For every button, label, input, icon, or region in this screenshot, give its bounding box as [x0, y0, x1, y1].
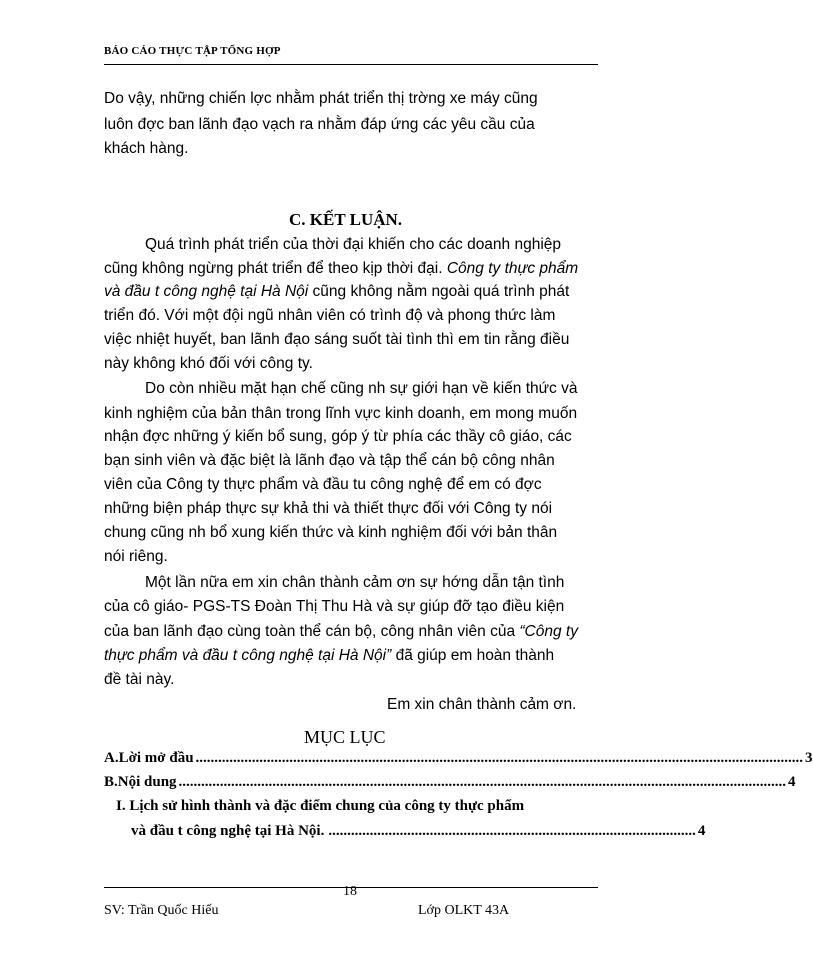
paragraph-line: việc nhiệt huyết, ban lãnh đạo sáng suốt tài tình thì em tin rằng điều	[104, 331, 570, 348]
toc-leader-dots: ..................................................................................................................................................................	[195, 750, 804, 766]
footer-student-name: SV: Trần Quốc Hiếu	[104, 903, 219, 918]
paragraph-line: Do còn nhiều mặt hạn chế cũng nh sự giới hạn về kiến thức và	[145, 380, 578, 397]
toc-entry	[131, 823, 706, 840]
toc-entry-page: 4	[788, 774, 796, 790]
intro-line: luôn đợc ban lãnh đạo vạch ra nhằm đáp ứng các yêu cầu của	[104, 116, 535, 133]
closing-thanks: Em xin chân thành cảm ơn.	[387, 696, 577, 713]
paragraph-line: những biện pháp thực sự khả thi và thiết thực đối với Công ty nói	[104, 500, 553, 517]
paragraph-line: thực phẩm và đầu t công nghệ tại Hà Nội” đã giúp em hoàn thành	[104, 647, 555, 664]
paragraph-line: Một lần nữa em xin chân thành cảm ơn sự hớng dẫn tận tình	[145, 574, 565, 591]
intro-line: Do vậy, những chiến lợc nhằm phát triển thị trờng xe máy cũng	[104, 90, 538, 107]
paragraph-line: và đầu t công nghệ tại Hà Nội cũng không nằm ngoài quá trình phát	[104, 283, 570, 300]
paragraph-line: Quá trình phát triển của thời đại khiến cho các doanh nghiệp	[145, 236, 562, 253]
paragraph-line: cũng không ngừng phát triển để theo kịp thời đại. Công ty thực phẩm	[104, 260, 579, 277]
paragraph-line: nhận đợc những ý kiến bổ sung, góp ý từ phía các thầy cô giáo, các	[104, 428, 572, 445]
toc-entry	[104, 774, 796, 791]
company-name-italic: và đầu t công nghệ tại Hà Nội	[104, 283, 309, 300]
toc-entry-page: 3	[805, 750, 813, 766]
section-heading: C. KẾT LUẬN.	[289, 210, 403, 229]
company-name-italic: “Công ty	[519, 623, 578, 640]
paragraph-line: của cô giáo- PGS-TS Đoàn Thị Thu Hà và sự giúp đỡ tạo điều kiện	[104, 598, 565, 615]
header-rule	[104, 64, 598, 65]
toc-entry-label: I. Lịch sử hình thành và đặc điểm chung của công ty thực phẩm	[116, 798, 525, 814]
footer-class: Lớp OLKT 43A	[418, 903, 510, 918]
company-name-italic: Công ty thực phẩm	[446, 260, 579, 277]
paragraph-line: kinh nghiệm của bản thân trong lĩnh vực kinh doanh, em mong muốn	[104, 405, 578, 422]
toc-title: MỤC LỤC	[304, 727, 386, 747]
paragraph-line: viên của Công ty thực phẩm và đầu tu công nghệ để em có đợc	[104, 476, 542, 493]
paragraph-line: của ban lãnh đạo cùng toàn thể cán bộ, công nhân viên của “Công ty	[104, 623, 578, 640]
page-header-title: BÁO CÁO THỰC TẬP TỔNG HỢP	[104, 45, 281, 57]
toc-leader-dots: ..................................................................................................	[328, 823, 696, 839]
toc-leader-dots: ..................................................................................................................................................................	[178, 774, 787, 790]
toc-entry-label: B.Nội dung	[104, 774, 177, 790]
company-name-italic: thực phẩm và đầu t công nghệ tại Hà Nội”	[104, 647, 392, 664]
toc-entry-label: A.Lời mở đầu	[104, 750, 194, 766]
toc-entry	[104, 750, 813, 767]
intro-line: khách hàng.	[104, 140, 189, 157]
page-number: 18	[343, 884, 357, 899]
toc-entry-page: 4	[697, 823, 706, 839]
paragraph-line: nói riêng.	[104, 548, 168, 565]
paragraph-line: này không khó đối với công ty.	[104, 355, 313, 372]
paragraph-line: bạn sinh viên và đặc biệt là lãnh đạo và tập thể cán bộ công nhân	[104, 452, 555, 469]
paragraph-line: triển đó. Với một đội ngũ nhân viên có trình độ và phong thức làm	[104, 307, 556, 324]
paragraph-line: đề tài này.	[104, 671, 175, 688]
toc-entry-label: và đầu t công nghệ tại Hà Nội.	[131, 823, 325, 839]
paragraph-line: chung cũng nh bổ xung kiến thức và kinh nghiệm đối với bản thân	[104, 524, 558, 541]
